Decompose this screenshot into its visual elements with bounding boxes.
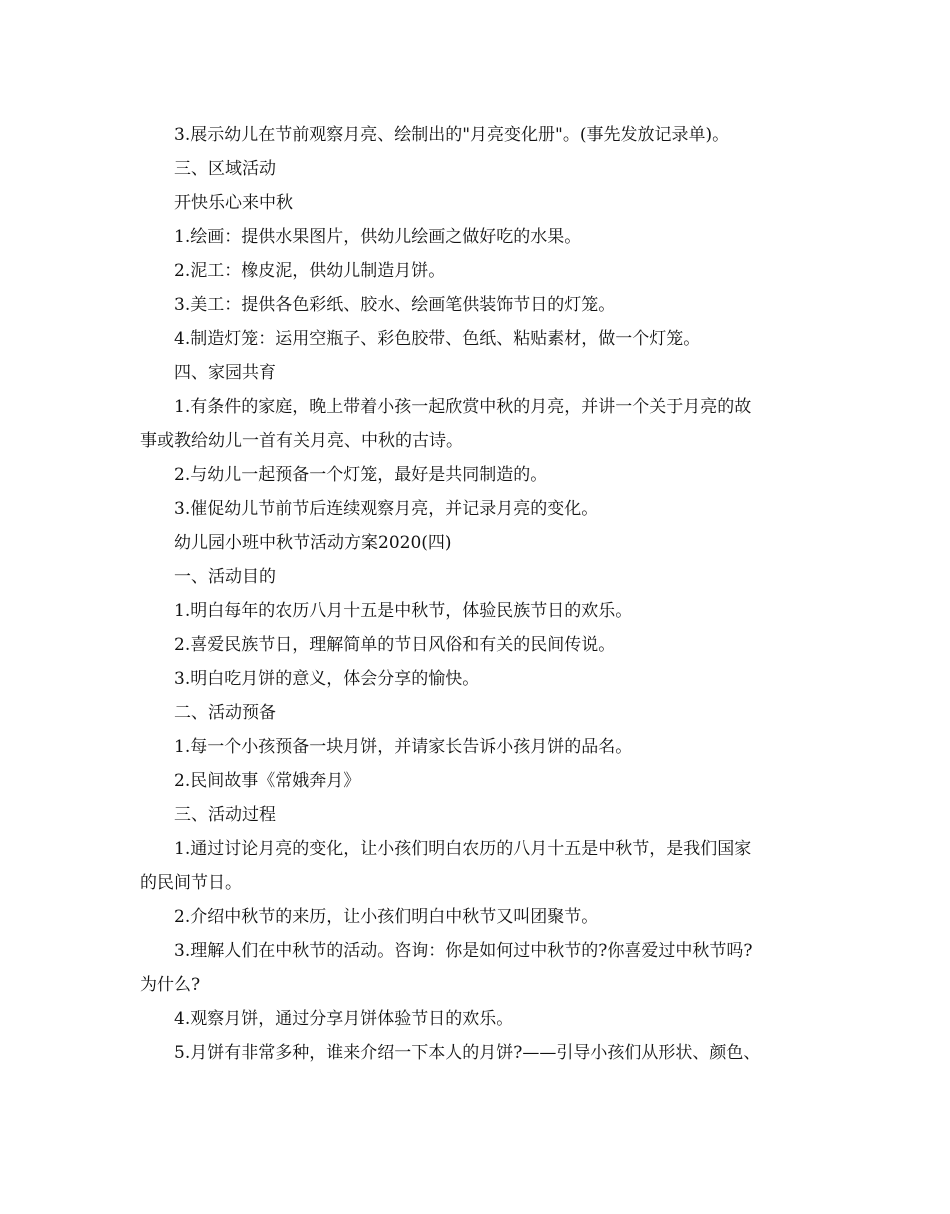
text-line: 1.有条件的家庭，晚上带着小孩一起欣赏中秋的月亮，并讲一个关于月亮的故 xyxy=(174,397,752,417)
text-line: 2.民间故事《常娥奔月》 xyxy=(174,771,361,791)
text-line: 3.催促幼儿节前节后连续观察月亮，并记录月亮的变化。 xyxy=(174,499,599,519)
section-heading: 一、活动目的 xyxy=(174,567,276,587)
text-line: 2.泥工：橡皮泥，供幼儿制造月饼。 xyxy=(174,261,446,281)
text-line: 5.月饼有非常多种，谁来介绍一下本人的月饼?——引导小孩们从形状、颜色、 xyxy=(174,1043,761,1063)
text-line: 3.明白吃月饼的意义，体会分享的愉快。 xyxy=(174,669,480,689)
text-line: 2.与幼儿一起预备一个灯笼，最好是共同制造的。 xyxy=(174,465,548,485)
text-line: 2.介绍中秋节的来历，让小孩们明白中秋节又叫团聚节。 xyxy=(174,907,599,927)
section-heading: 三、活动过程 xyxy=(174,805,276,825)
text-line: 3.展示幼儿在节前观察月亮、绘制出的"月亮变化册"。(事先发放记录单)。 xyxy=(174,125,730,145)
text-line: 事或教给幼儿一首有关月亮、中秋的古诗。 xyxy=(140,431,463,451)
text-line: 1.绘画：提供水果图片，供幼儿绘画之做好吃的水果。 xyxy=(174,227,582,247)
text-line: 4.制造灯笼：运用空瓶子、彩色胶带、色纸、粘贴素材，做一个灯笼。 xyxy=(174,329,701,349)
section-heading: 二、活动预备 xyxy=(174,703,276,723)
text-line: 1.通过讨论月亮的变化，让小孩们明白农历的八月十五是中秋节，是我们国家 xyxy=(174,839,752,859)
document-title: 幼儿园小班中秋节活动方案2020(四) xyxy=(174,533,452,553)
text-line: 3.理解人们在中秋节的活动。咨询：你是如何过中秋节的?你喜爱过中秋节吗? xyxy=(174,941,753,961)
text-line: 4.观察月饼，通过分享月饼体验节日的欢乐。 xyxy=(174,1009,514,1029)
text-line: 2.喜爱民族节日，理解简单的节日风俗和有关的民间传说。 xyxy=(174,635,616,655)
text-line: 1.明白每年的农历八月十五是中秋节，体验民族节日的欢乐。 xyxy=(174,601,633,621)
text-line: 为什么? xyxy=(140,975,201,995)
section-heading: 四、家园共育 xyxy=(174,363,276,383)
text-line: 1.每一个小孩预备一块月饼，并请家长告诉小孩月饼的品名。 xyxy=(174,737,633,757)
text-line: 3.美工：提供各色彩纸、胶水、绘画笔供装饰节日的灯笼。 xyxy=(174,295,616,315)
text-line: 开快乐心来中秋 xyxy=(174,193,293,213)
section-heading: 三、区域活动 xyxy=(174,159,276,179)
text-line: 的民间节日。 xyxy=(140,873,242,893)
